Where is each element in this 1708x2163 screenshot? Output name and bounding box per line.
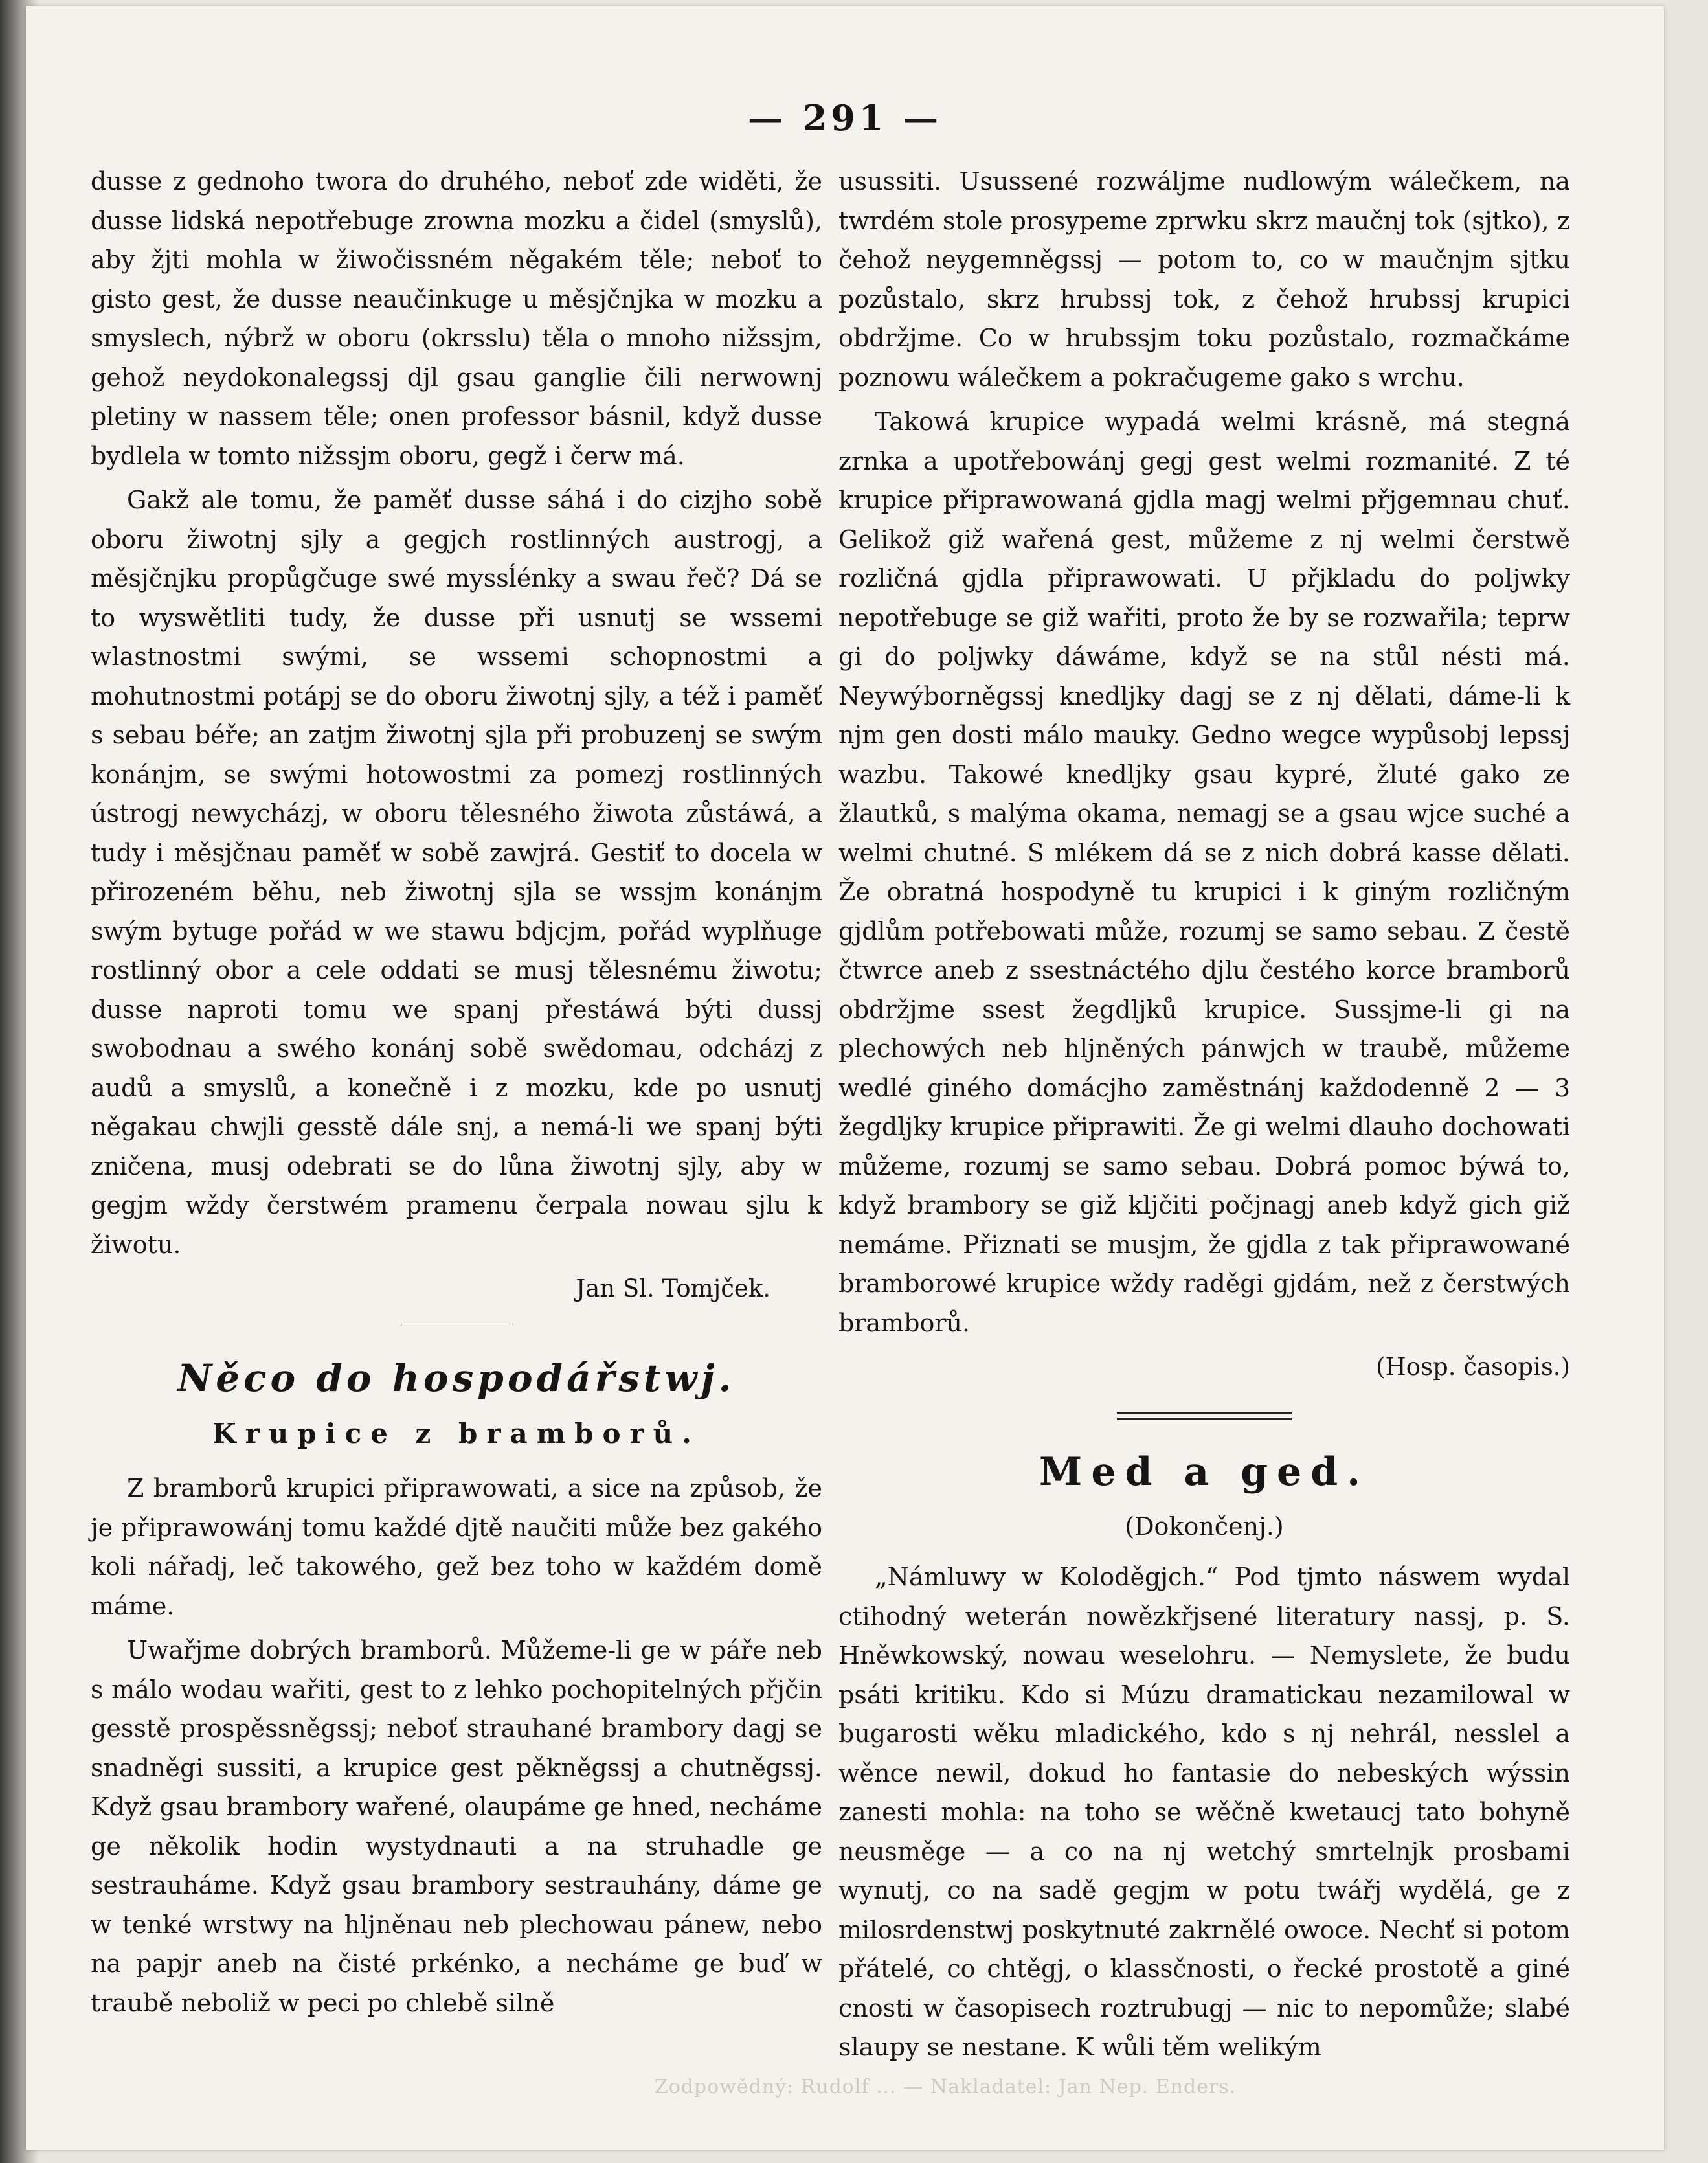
divider <box>1117 1412 1292 1420</box>
left-column <box>91 162 822 2028</box>
paragraph: usussiti. Usussené rozwáljme nudlowým wálečkem, na twrdém stole prosypeme zprwku skrz maučnj tok (sjtko), z čehož neygemněgssj — potom to, co w maučnjm sjtku pozůstalo, skrz hrubssj tok, z čehož hrubssj krupici obdržjme. Co w hrubssjm toku pozůstalo, rozmačkáme poznowu wálečkem a pokračugeme gako s wrchu. <box>838 167 1570 392</box>
article-title: Med a ged. <box>1039 1449 1370 1495</box>
document-page <box>26 6 1664 2150</box>
faint-bleedthrough-footer: Zodpowědný: Rudolf ... — Nakladatel: Jan Nep. Enders. <box>654 2076 1237 2098</box>
section-subtitle: Krupice z bramborů. <box>212 1418 701 1449</box>
paragraph: Gakž ale tomu, že paměť dusse sáhá i do cizjho sobě oboru žiwotnj sjly a gegjch rostlinných austrogj, a měsjčnjku propůgčuge swé myssĺénky a swau řeč? Dá se to wyswětliti tudy, že dusse při usnutj se wssemi wlastnostmi swými, se wssemi schopnostmi a mohutnostmi potápj se do oboru žiwotnj sjly, a též i paměť s sebau béře; an zatjm žiwotnj sjla při probuzenj se swým konánjm, se swými hotowostmi za pomezj rostlinných ústrogj newycházj, w oboru tělesného žiwota zůstáwá, a tudy i měsjčnau paměť w sobě zawjrá. Gestiť to docela w přirozeném běhu, neb žiwotnj sjla se wssjm konánjm swým bytuge pořád w we stawu bdjcjm, pořád wyplňuge rostlinný obor a cele oddati se musj tělesnému žiwotu; dusse naproti tomu we spanj přestáwá býti dussj swobodnau a swého konánj sobě swědomau, odcházj z audů a smyslů, a konečně i z mozku, kde po usnutj něgakau chwjli gesstě dále snj, a nemá-li we spanj býti zničena, musj odebrati se do lůna žiwotnj sjly, aby w gegjm wždy čerstwém pramenu čerpala nowau sjlu k žiwotu. <box>91 486 822 1259</box>
page-number: — 291 — <box>747 97 943 139</box>
right-column <box>838 162 1570 2072</box>
paragraph: dusse z gednoho twora do druhého, neboť zde widěti, že dusse lidská nepotřebuge zrowna mozku a čidel (smyslů), aby žjti mohla w žiwočissném něgakém těle; neboť to gisto gest, že dusse neaučinkuge u měsjčnjka w mozku a smyslech, nýbrž w oboru (okrsslu) těla o mnoho nižssjm, gehož neydokonalegssj djl gsau ganglie čili nerwownj pletiny w nassem těle; onen professor básnil, když dusse bydlela w tomto nižssjm oboru, gegž i čerw má. <box>91 167 822 470</box>
section-title: Něco do hospodářstwj. <box>177 1356 736 1400</box>
paragraph: Uwařjme dobrých bramborů. Můžeme-li ge w páře neb s málo wodau wařiti, gest to z lehko pochopitelných přjčin gesstě prospěssněgssj; neboť strauhané brambory dagj se snadněgi sussiti, a krupice gest pěkněgssj a chutněgssj. Když gsau brambory wařené, olaupáme ge hned, necháme ge několik hodin wystydnauti a na struhadle ge sestrauháme. Když gsau brambory sestrauhány, dáme ge w tenké wrstwy na hljněnau neb plechowau pánew, nebo na papjr aneb na čisté prkénko, a necháme ge buď w traubě neboliž w peci po chlebě silně <box>91 1636 822 2017</box>
article-subtitle: (Dokončenj.) <box>1125 1512 1284 1541</box>
paragraph: „Námluwy w Koloděgjch.“ Pod tjmto náswem wydal ctihodný weterán nowězkřjsené literatury nassj, p. S. Hněwkowský, nowau weselohru. — Nemyslete, že budu psáti kritiku. Kdo si Múzu dramatickau nezamilowal w bugarosti wěku mladického, kdo s nj nehrál, nesslel a wěnce newil, dokud ho fantasie do nebeských wýssin zanesti mohla: na toho se wěčně kwetaucj tato bohyně neusměge — a co na nj wetchý smrtelnjk prosbami wynutj, co na sadě gegjm w potu twářj wydělá, ge z milosrdenstwj poskytnuté zakrnělé owoce. Nechť si potom přátelé, co chtěgj, o klassčnosti, o řecké prostotě a giné cnosti w časopisech roztrubugj — nic to nepomůže; slabé slaupy se nestane. K wůli těm welikým <box>838 1563 1570 2061</box>
source-citation: (Hosp. časopis.) <box>1376 1353 1570 1381</box>
paragraph: Takowá krupice wypadá welmi krásně, má stegná zrnka a upotřebowánj gegj gest welmi rozmanité. Z té krupice připrawowaná gjdla magj welmi přjgemnau chuť. Gelikož giž wařená gest, můžeme z nj welmi čerstwě rozličná gjdla připrawowati. U přjkladu do poljwky nepotřebuge se giž wařiti, proto že by se rozwařila; teprw gi do poljwky dáwáme, když se na stůl nésti má. Neywýborněgssj knedljky dagj se z nj dělati, dáme-li k njm gen dosti málo mauky. Gedno wegce wypůsobj lepssj wazbu. Takowé knedljky gsau kypré, žluté gako ze žlautků, s malýma okama, nemagj se a gsau wjce suché a welmi chutné. S mlékem dá se z nich dobrá kasse dělati. Že obratná hospodyně tu krupici i k giným rozličným gjdlům potřebowati může, rozumj se samo sebau. Z čestě čtwrce aneb z ssestnáctého djlu čestého korce bramborů obdržjme ssest žegdljků krupice. Sussjme-li gi na plechowých neb hljněných pánwjch w traubě, můžeme wedlé giného domácjho zaměstnánj každodenně 2 — 3 žegdljky krupice připrawiti. Že gi welmi dlauho dochowati můžeme, rozumj se samo sebau. Dobrá pomoc býwá to, když brambory se giž kljčiti počjnagj aneb když gich giž nemáme. Přiznati se musjm, že gjdla z tak připrawowané bramborowé krupice wždy raděgi gjdám, než z čerstwých bramborů. <box>838 407 1570 1337</box>
divider <box>401 1324 511 1326</box>
paragraph: Z bramborů krupici připrawowati, a sice na způsob, že je připrawowánj tomu každé djtě naučiti může bez gakého koli nářadj, leč takowého, gež bez toho w každém domě máme. <box>91 1474 822 1620</box>
author-signature: Jan Sl. Tomjček. <box>576 1274 770 1302</box>
